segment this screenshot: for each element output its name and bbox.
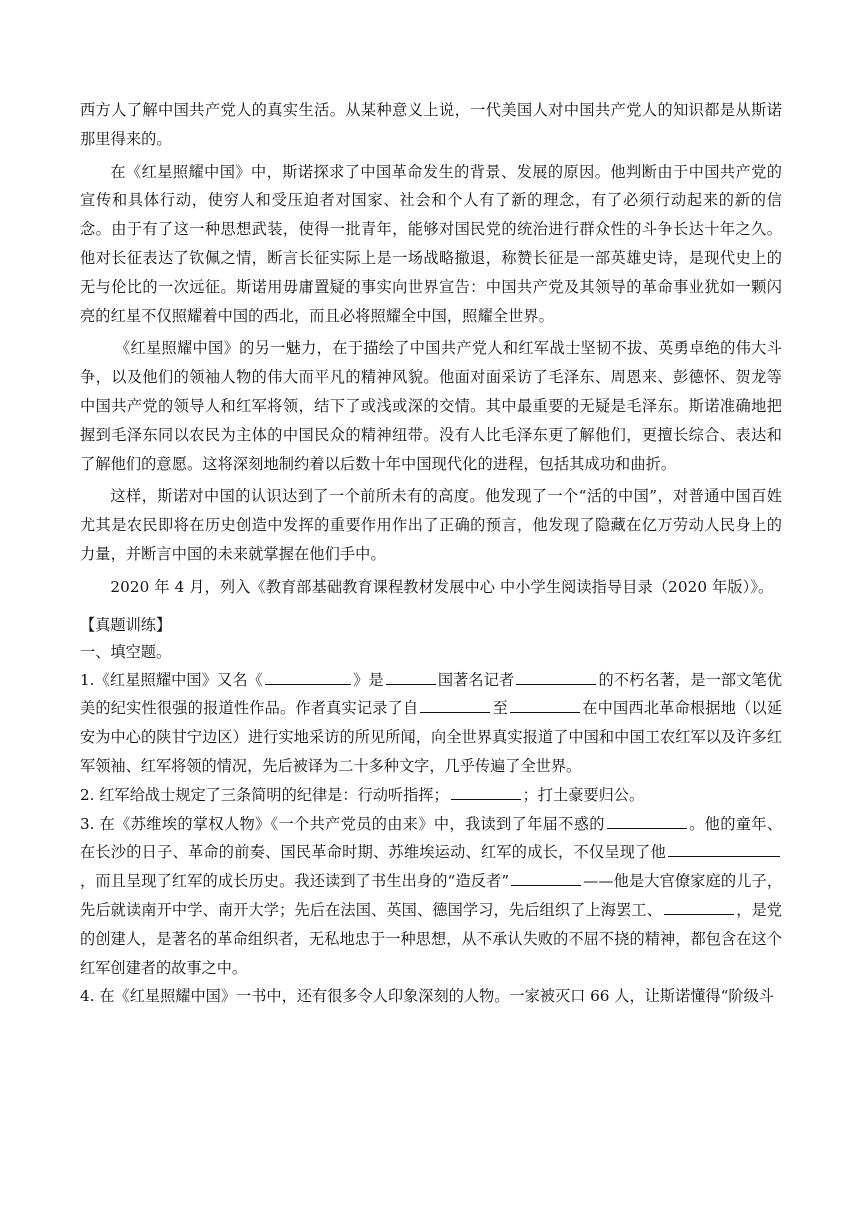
q3-blank-rebel[interactable]: [511, 869, 581, 886]
question-4: [80, 982, 782, 1011]
q3-text-a: 3. 在《苏维埃的掌权人物》《一个共产党员的由来》中，我读到了年届不惑的: [80, 814, 605, 833]
question-2: [80, 781, 782, 810]
paragraph-understanding: 这样，斯诺对中国的认识达到了一个前所未有的高度。他发现了一个“活的中国”，对普通中国百姓尤其是农民即将在历史创造中发挥的重要作用作出了正确的预言，他发现了隐藏在亿万劳动人民身上的力量，并断言中国的未来就掌握在他们手中。: [80, 487, 782, 563]
q1-text-e: 至: [492, 699, 509, 718]
q1-text-f: 在中国西北革命根据地（以延安为中心的陕甘宁边区）进行实地采访的所见所闻，向全世界真实报道了中国和中国工农红军以及许多红军领袖、红军将领的情况，先后被译为二十多种文字，几乎传遍了全世界。: [80, 699, 783, 775]
document-page: [80, 96, 782, 1011]
q1-blank-start[interactable]: [420, 696, 490, 713]
question-1: [80, 666, 782, 781]
fill-in-heading: 一、填空题。: [80, 642, 172, 661]
q1-blank-journalist[interactable]: [516, 668, 596, 685]
paragraph-revolution-background: 在《红星照耀中国》中，斯诺探求了中国革命发生的背景、发展的原因。他判断由于中国共产党的宣传和具体行动，使穷人和受压迫者对国家、社会和个人有了新的理念，有了必须行动起来的新的信念。由于有了这一种思想武装，使得一批青年，能够对国民党的统治进行群众性的斗争长达十年之久。他对长征表达了钦佩之情，断言长征实际上是一场战略撤退，称赞长征是一部英雄史诗，是现代史上的无与伦比的一次远征。斯诺用毋庸置疑的事实向世界宣告：中国共产党及其领导的革命事业犹如一颗闪亮的红星不仅照耀着中国的西北，而且必将照耀全中国，照耀全世界。: [80, 162, 782, 325]
q3-blank-uprising[interactable]: [664, 898, 734, 915]
q4-text-a: 4. 在《红星照耀中国》一书中，还有很多令人印象深刻的人物。一家被灭口 66 人，让斯诺懂得“阶级斗: [80, 987, 774, 1006]
q2-text-a: 2. 红军给战士规定了三条简明的纪律是：行动听指挥；: [80, 785, 449, 804]
section-title: 【真题训练】: [80, 615, 172, 634]
q1-text-a: 1.《红星照耀中国》又名《: [80, 670, 263, 689]
paragraph-listing: 2020 年 4 月，列入《教育部基础教育课程教材发展中心 中小学生阅读指导目录（2020 年版）》。: [110, 577, 774, 596]
q3-text-b: 。他的童年、在长沙的日子、革命的前奏、国民革命时期、苏维埃运动、红军的成长，不仅呈现了他: [80, 814, 783, 862]
q1-blank-country[interactable]: [386, 668, 436, 685]
question-3: [80, 810, 782, 983]
q3-text-e: ，是党的创建人，是著名的革命组织者，无私地忠于一种思想，从不承认失败的不屈不挠的精神，都包含在这个红军创建者的故事之中。: [80, 900, 783, 977]
q3-blank-growth[interactable]: [668, 840, 780, 857]
q1-text-c: 国著名记者: [437, 670, 515, 689]
paragraph-continuation: 西方人了解中国共产党人的真实生活。从某种意义上说，一代美国人对中国共产党人的知识都是从斯诺那里得来的。: [80, 101, 782, 148]
q1-blank-alias[interactable]: [265, 668, 351, 685]
q2-blank-discipline[interactable]: [451, 783, 521, 800]
q1-blank-end[interactable]: [510, 696, 580, 713]
q2-text-b: ；打土豪要归公。: [522, 785, 645, 804]
paragraph-charm: 《红星照耀中国》的另一魅力，在于描绘了中国共产党人和红军战士坚韧不拔、英勇卓绝的伟大斗争，以及他们的领袖人物的伟大而平凡的精神风貌。他面对面采访了毛泽东、周恩来、彭德怀、贺龙等中国共产党的领导人和红军将领，结下了或浅或深的交情。其中最重要的无疑是毛泽东。斯诺准确地把握到毛泽东同以农民为主体的中国民众的精神纽带。没有人比毛泽东更了解他们，更擅长综合、表达和了解他们的意愿。这将深刻地制约着以后数十年中国现代化的进程，包括其成功和曲折。: [80, 339, 782, 473]
q3-blank-person[interactable]: [607, 812, 687, 829]
q1-text-b: 》是: [352, 670, 384, 689]
q3-text-d: ——他是大官僚家庭的儿子，先后就读南开中学、南开大学；先后在法国、英国、德国学习，先后组织了上海罢工、: [80, 872, 783, 919]
q1-text-d: 的不朽名著，是一部文笔优美的纪实性很强的报道性作品。作者真实记录了自: [80, 670, 783, 718]
q3-text-c: ，而且呈现了红军的成长历史。我还读到了书生出身的“造反者”: [80, 872, 510, 891]
